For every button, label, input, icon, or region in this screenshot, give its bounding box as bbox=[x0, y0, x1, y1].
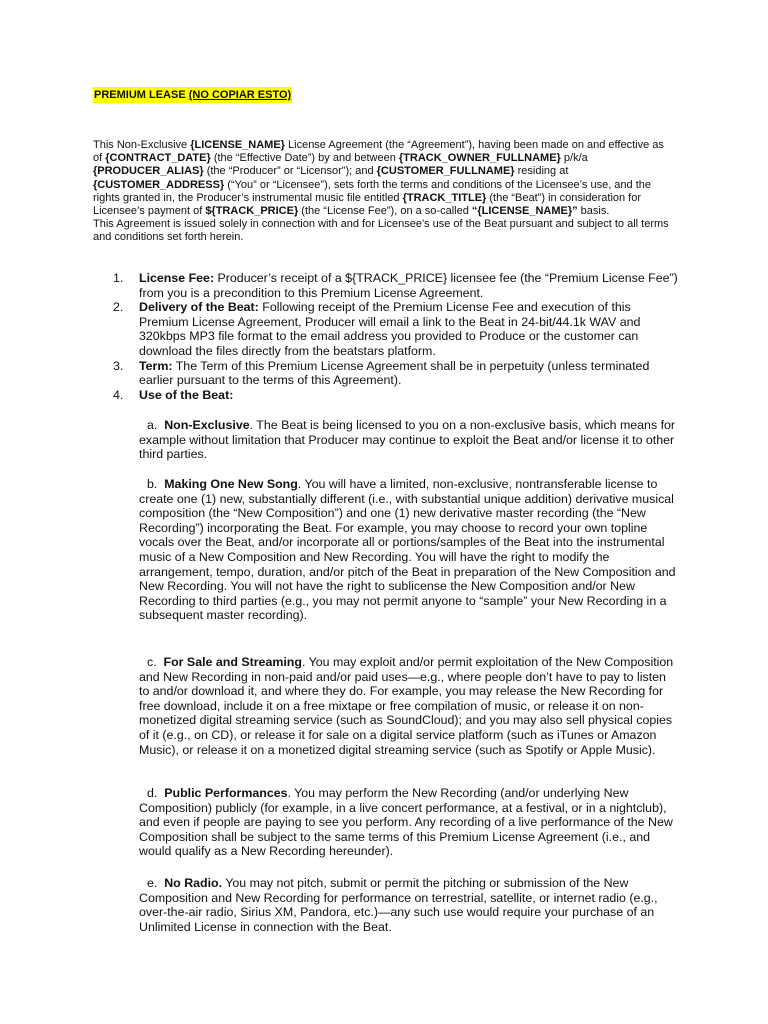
intro-placeholder: ${TRACK_PRICE} bbox=[205, 205, 299, 218]
intro-run: (the “Effective Date”) by and between bbox=[210, 152, 399, 165]
sub-letter: e. bbox=[147, 876, 158, 890]
intro-placeholder: {LICENSE_NAME} bbox=[190, 139, 285, 151]
intro-run: This Non-Exclusive bbox=[93, 139, 191, 151]
intro-placeholder: {CONTRACT_DATE} bbox=[105, 152, 211, 165]
item-text bbox=[139, 388, 683, 403]
intro-placeholder: {TRACK_OWNER_FULLNAME} bbox=[398, 152, 561, 165]
intro-run: (the “License Fee”), on a so-called bbox=[298, 205, 472, 218]
item-number: 1. bbox=[113, 271, 124, 285]
intro-run: (“You” or “Licensee”), sets forth the terms and conditions of the Licensee’s use, and the rights granted in, the Producer’s instrumental music file entitled bbox=[93, 178, 652, 204]
intro-placeholder: {CUSTOMER_ADDRESS} bbox=[93, 178, 225, 191]
title-note: (NO COPIAR ESTO) bbox=[188, 89, 292, 101]
sub-body: . You may perform the New Recording (and/or underlying New Composition) publicly (for example, in a live concert performance, at a festival, or in a nightclub), and even if people are paying to see you perform. Any recording of a live performance of the New Composition shall be subject to the same terms of this Premium License Agreement (i.e., and would qualify as a New Recording hereunder). bbox=[139, 786, 673, 859]
item-number: 2. bbox=[113, 300, 124, 315]
subsection-e bbox=[139, 876, 679, 934]
list-item bbox=[113, 300, 683, 358]
intro-paragraph bbox=[93, 139, 675, 245]
intro-run: (the “Producer” or “Licensor”); and bbox=[203, 165, 377, 178]
subsection-d bbox=[139, 786, 679, 859]
sub-heading: Non-Exclusive bbox=[164, 418, 250, 432]
intro-run: residing at bbox=[514, 165, 569, 178]
item-text bbox=[139, 271, 683, 300]
intro-run: (the “Beat”) in consideration for Licensee’s payment of bbox=[93, 191, 642, 218]
sub-heading: For Sale and Streaming bbox=[163, 655, 302, 669]
item-number: 3. bbox=[113, 358, 124, 373]
list-item bbox=[113, 388, 683, 403]
sub-letter: a. bbox=[147, 418, 158, 432]
list-item bbox=[113, 359, 683, 388]
intro-text bbox=[93, 139, 664, 217]
item-heading: License Fee: bbox=[139, 271, 215, 285]
item-text bbox=[139, 359, 683, 388]
sub-letter: c. bbox=[147, 655, 157, 669]
intro-run: License Agreement (the “Agreement”), having been made on and effective as of bbox=[93, 139, 664, 165]
item-body: Producer’s receipt of a ${TRACK_PRICE} licensee fee (the “Premium License Fee”) from you is a precondition to this Premium License Agreement. bbox=[139, 271, 678, 300]
subsection-c bbox=[139, 655, 679, 757]
item-heading: Delivery of the Beat: bbox=[139, 300, 259, 315]
sub-body: . The Beat is being licensed to you on a non-exclusive basis, which means for example without limitation that Producer may continue to exploit the Beat and/or license it to other third parties. bbox=[139, 418, 676, 462]
document-title bbox=[93, 87, 292, 103]
sub-letter: b. bbox=[147, 477, 158, 491]
intro-run: basis. bbox=[577, 205, 610, 218]
sub-body: . You will have a limited, non-exclusive, nontransferable license to create one (1) new, substantially different (i.e., with substantial unique addition) derivative musical composition (the “New Composition”) and one (1) new derivative master recording (the “New Recording”) incorporating the Beat. For example, you may choose to record your own topline vocals over the Beat, and/or incorporate all or portions/samples of the Beat into the instrumental music of a New Composition and New Recording. You will have the right to modify the arrangement, tempo, duration, and/or pitch of the Beat in preparation of the New Composition and New Recording. You will not have the right to sublicense the New Composition and/or New Recording to third parties (e.g., you may not permit anyone to “sample” your New Recording in a subsequent master recording). bbox=[139, 477, 676, 623]
sub-heading: Public Performances bbox=[164, 786, 288, 800]
intro-run: p/k/a bbox=[560, 152, 588, 165]
intro-tail: This Agreement is issued solely in connection with and for Licensee's use of the Beat pursuant and subject to all terms and conditions set forth herein. bbox=[93, 218, 669, 244]
sub-body: . You may exploit and/or permit exploitation of the New Composition and New Recording in non-paid and/or paid uses—e.g., where people don’t have to pay to listen to and/or download it, and where they do. For example, you may release the New Recording for free download, include it on a free mixtape or free compilation of music, or release it on non-monetized digital streaming service (such as SoundCloud); and you may also sell physical copies of it (e.g., on CD), or release it for sale on a digital service platform (such as iTunes or Amazon Music), or release it on a monetized digital streaming service (such as Spotify or Apple Music). bbox=[139, 655, 674, 757]
sub-heading: No Radio. bbox=[164, 876, 223, 890]
item-heading: Use of the Beat: bbox=[139, 387, 234, 402]
title-main: PREMIUM LEASE bbox=[94, 89, 186, 101]
item-body: Following receipt of the Premium License Fee and execution of this Premium License Agreement, Producer will email a link to the Beat in 24-bit/44.1k WAV and 320kbps MP3 file format to the email address you provided to Produce or the customer can download the files directly from the beatstars platform. bbox=[139, 300, 641, 358]
list-item bbox=[113, 271, 683, 300]
intro-placeholder: “{LICENSE_NAME}” bbox=[471, 205, 578, 218]
sub-heading: Making One New Song bbox=[164, 477, 298, 491]
intro-placeholder: {CUSTOMER_FULLNAME} bbox=[376, 165, 515, 178]
item-text bbox=[139, 300, 683, 358]
subsection-a bbox=[139, 418, 679, 462]
numbered-list bbox=[113, 271, 683, 402]
subsection-b bbox=[139, 477, 679, 623]
item-number: 4. bbox=[113, 387, 124, 402]
item-body: The Term of this Premium License Agreement shall be in perpetuity (unless terminated earlier pursuant to the terms of this Agreement). bbox=[139, 358, 650, 388]
sub-letter: d. bbox=[147, 786, 158, 800]
intro-placeholder: {TRACK_TITLE} bbox=[402, 191, 487, 204]
intro-placeholder: {PRODUCER_ALIAS} bbox=[93, 165, 204, 178]
sub-body: You may not pitch, submit or permit the pitching or submission of the New Composition and New Recording for performance on terrestrial, satellite, or internet radio (e.g., over-the-air radio, Sirius XM, Pandora, etc.)—any such use would require your purchase of an Unlimited License in connection with the Beat. bbox=[139, 876, 658, 934]
item-heading: Term: bbox=[139, 358, 173, 373]
